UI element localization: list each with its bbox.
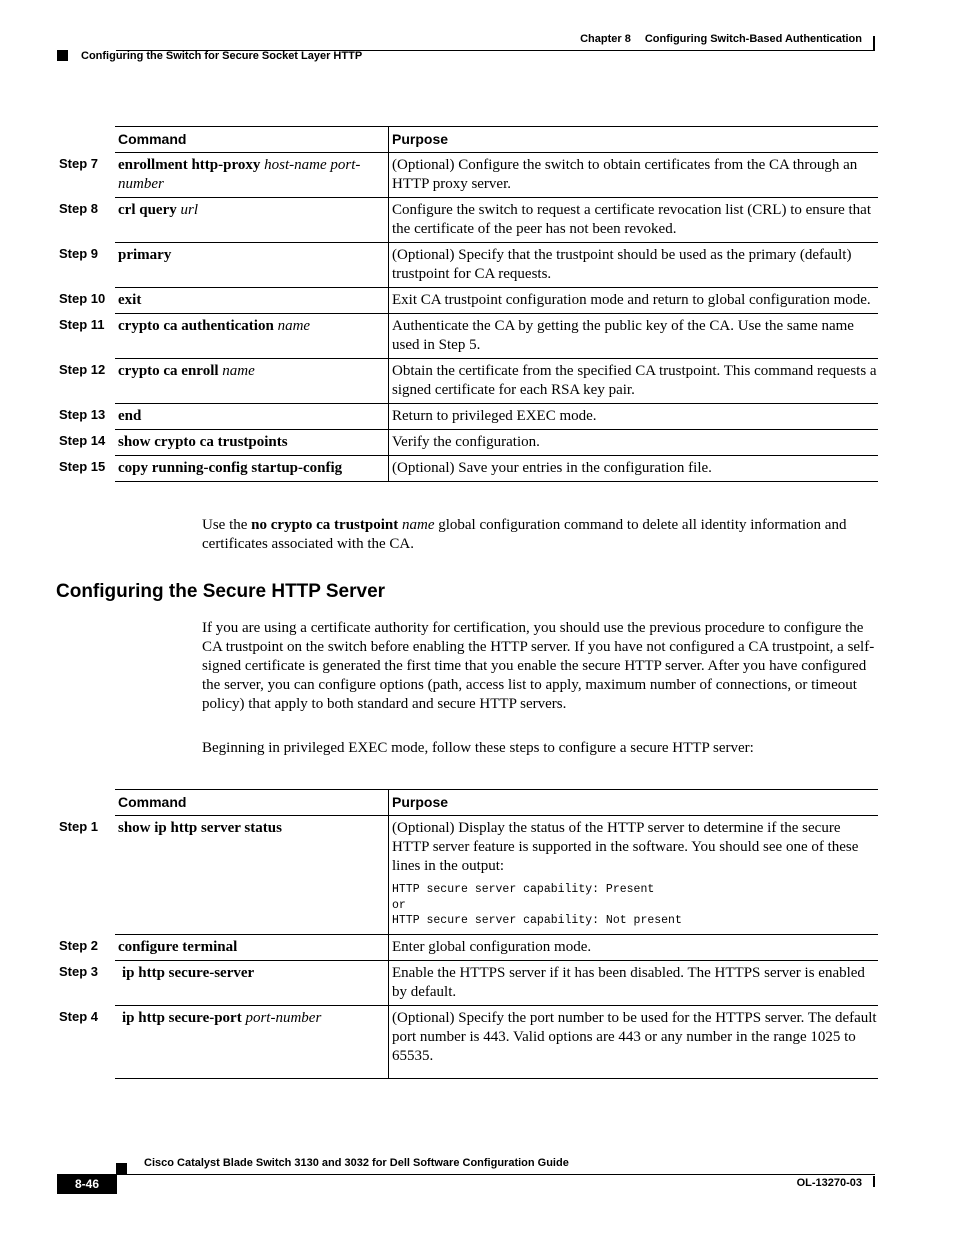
purpose-cell: Return to privileged EXEC mode. — [392, 408, 597, 424]
command-cell — [115, 935, 389, 960]
header-square-marker — [57, 50, 68, 61]
note-command: no crypto ca trustpoint — [251, 517, 399, 533]
step-label: Step 11 — [59, 317, 105, 332]
command-keyword: primary — [118, 247, 172, 263]
section-heading: Configuring the Secure HTTP Server — [56, 581, 386, 602]
chapter-title: Configuring Switch-Based Authentication — [644, 33, 862, 45]
command-keyword: crypto ca authentication — [118, 318, 274, 334]
table-row — [59, 197, 878, 242]
intro-paragraph: If you are using a certificate authority for certification, you should use the previous procedure to configure the CA trustpoint on the switch before enabling the HTTP server. If you have not configured a CA trustpoint, a self-signed certificate is generated the first time that you enable the secure HTTP server. After you have configured the server, you can configure options (path, access list to apply, maximum number of connections, or timeout policy) that apply to both standard and secure HTTP servers. — [202, 620, 875, 712]
page-number: 8-46 — [57, 1174, 117, 1194]
purpose-cell: Verify the configuration. — [392, 434, 540, 450]
purpose-cell: Authenticate the CA by getting the public key of the CA. Use the same name used in Step 5. — [392, 318, 854, 353]
table-row — [59, 242, 878, 287]
purpose-cell: (Optional) Specify the port number to be used for the HTTPS server. The default port number is 443. Valid options are 443 or any number in the range 1025 to 65535. — [392, 1009, 877, 1064]
command-keyword: configure terminal — [118, 938, 238, 955]
document-number: OL-13270-03 — [796, 1177, 862, 1189]
command-keyword: ip http secure-server — [122, 964, 255, 981]
command-cell — [115, 243, 389, 287]
output-example-code: HTTP secure server capability: Present or HTTP secure server capability: Not present — [392, 883, 682, 927]
step-label: Step 15 — [59, 459, 106, 474]
purpose-cell: (Optional) Specify that the trustpoint should be used as the primary (default) trustpoint for CA requests. — [392, 247, 852, 282]
table-row — [59, 1005, 878, 1079]
footer-rule — [116, 1174, 875, 1175]
purpose-text: (Optional) Display the status of the HTTP server to determine if the secure HTTP server feature is supported in the software. You should see one of these lines in the output: — [392, 820, 859, 874]
command-cell — [115, 430, 389, 455]
command-cell — [115, 153, 389, 197]
chapter-number: Chapter 8 — [580, 33, 631, 45]
command-cell — [115, 961, 389, 1005]
purpose-cell: Enter global configuration mode. — [392, 938, 592, 955]
table-row — [59, 429, 878, 455]
command-keyword: ip http secure-port — [122, 1009, 242, 1026]
command-cell — [115, 456, 389, 481]
header-vertical-bar — [873, 36, 875, 50]
step-label: Step 7 — [59, 156, 99, 171]
purpose-cell: Obtain the certificate from the specified CA trustpoint. This command requests a signed certificate for each RSA key pair. — [392, 363, 877, 398]
command-table-1 — [59, 126, 878, 482]
command-keyword: show ip http server status — [118, 820, 282, 836]
command-cell — [115, 1006, 389, 1078]
table-row — [59, 287, 878, 313]
step-label: Step 14 — [59, 433, 106, 448]
table-row — [59, 403, 878, 429]
purpose-cell — [389, 816, 878, 934]
purpose-cell: Exit CA trustpoint configuration mode and return to global configuration mode. — [392, 292, 871, 308]
table-row — [59, 152, 878, 197]
command-keyword: copy running-config startup-config — [118, 460, 343, 476]
column-header-purpose: Purpose — [392, 794, 449, 810]
command-argument: url — [180, 202, 198, 218]
column-header-command: Command — [115, 127, 389, 152]
command-keyword: exit — [118, 292, 142, 308]
command-table-2 — [59, 789, 878, 1079]
header-section-title: Configuring the Switch for Secure Socket Layer HTTP — [81, 50, 363, 62]
step-label: Step 4 — [59, 1008, 99, 1024]
command-cell — [115, 359, 389, 403]
table-header-row — [115, 789, 878, 815]
column-header-command: Command — [115, 790, 389, 815]
step-label: Step 10 — [59, 291, 106, 306]
step-label: Step 13 — [59, 407, 106, 422]
step-label: Step 8 — [59, 201, 99, 216]
trustpoint-delete-note — [202, 516, 878, 554]
purpose-cell: Configure the switch to request a certificate revocation list (CRL) to ensure that the certificate of the peer has not been revoked. — [392, 202, 872, 237]
purpose-cell: (Optional) Configure the switch to obtain certificates from the CA through an HTTP proxy server. — [392, 157, 858, 192]
command-cell — [115, 198, 389, 242]
command-keyword: end — [118, 408, 142, 424]
command-keyword: enrollment http-proxy — [118, 157, 261, 173]
note-argument: name — [401, 517, 435, 533]
note-suffix: global configuration command to delete all identity information and certificates associated with the CA. — [202, 517, 847, 552]
purpose-cell: (Optional) Save your entries in the configuration file. — [392, 460, 712, 476]
steps-intro-paragraph: Beginning in privileged EXEC mode, follow these steps to configure a secure HTTP server: — [202, 740, 754, 756]
command-cell — [115, 288, 389, 313]
command-keyword: show crypto ca trustpoints — [118, 434, 288, 450]
table-row — [59, 934, 878, 960]
purpose-cell: Enable the HTTPS server if it has been disabled. The HTTPS server is enabled by default. — [392, 964, 865, 1000]
step-label: Step 1 — [59, 819, 99, 834]
command-cell — [115, 314, 389, 358]
table-row — [59, 313, 878, 358]
footer-square-marker — [116, 1163, 127, 1174]
step-label: Step 9 — [59, 246, 99, 261]
header-chapter — [580, 33, 862, 45]
table-row — [59, 815, 878, 934]
command-cell — [115, 404, 389, 429]
table-row — [59, 358, 878, 403]
footer-guide-title: Cisco Catalyst Blade Switch 3130 and 3032 for Dell Software Configuration Guide — [144, 1157, 569, 1169]
step-label: Step 2 — [59, 937, 99, 953]
command-argument: host-name port-number — [118, 157, 361, 192]
step-label: Step 3 — [59, 963, 99, 979]
table-row — [59, 960, 878, 1005]
table-header-row — [115, 126, 878, 152]
column-header-purpose: Purpose — [392, 131, 449, 147]
step-label: Step 12 — [59, 362, 106, 377]
command-argument: name — [222, 363, 255, 379]
footer-vertical-bar — [873, 1176, 875, 1187]
command-argument: name — [277, 318, 311, 334]
table-row — [59, 455, 878, 482]
command-keyword: crypto ca enroll — [118, 363, 219, 379]
command-argument: port-number — [245, 1009, 322, 1026]
command-cell — [115, 816, 389, 934]
note-prefix: Use the — [202, 517, 252, 533]
command-keyword: crl query — [118, 202, 177, 218]
